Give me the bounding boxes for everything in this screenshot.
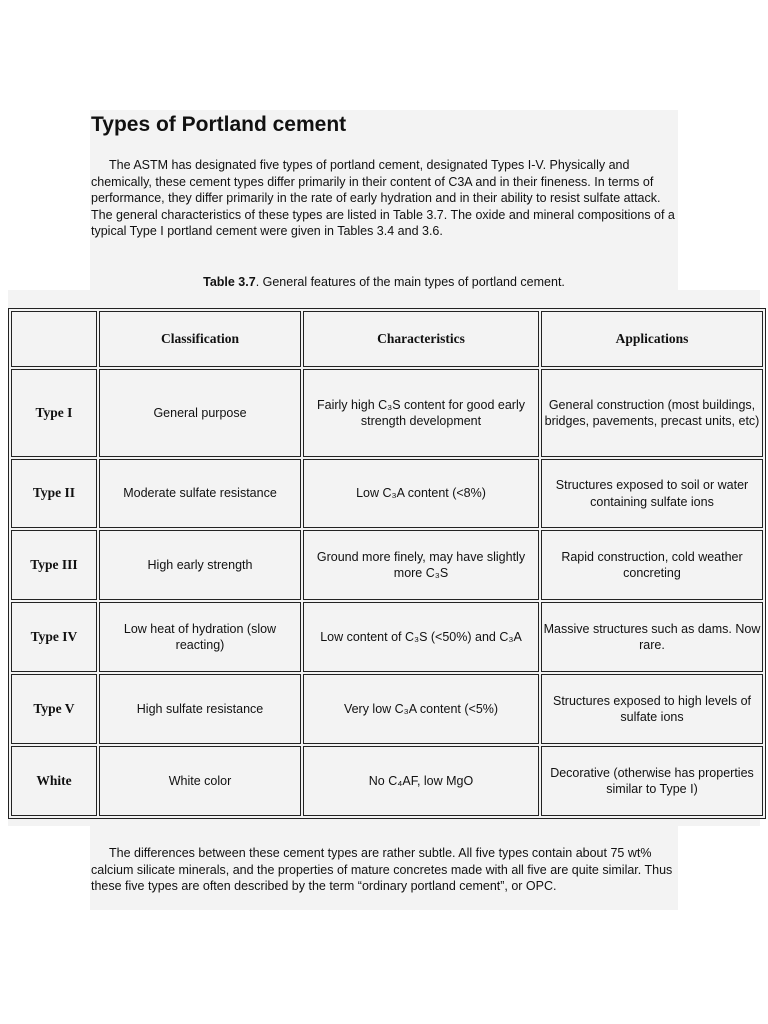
characteristics-cell: Very low C₃A content (<5%)	[303, 674, 539, 744]
cement-types-table	[8, 308, 766, 819]
applications-cell: Structures exposed to soil or water containing sulfate ions	[541, 459, 763, 528]
classification-cell: Low heat of hydration (slow reacting)	[99, 602, 301, 672]
characteristics-cell: Low C₃A content (<8%)	[303, 459, 539, 528]
type-cell: Type II	[11, 459, 97, 528]
characteristics-cell: No C₄AF, low MgO	[303, 746, 539, 816]
characteristics-cell: Ground more finely, may have slightly more C₃S	[303, 530, 539, 600]
classification-cell: Moderate sulfate resistance	[99, 459, 301, 528]
closing-paragraph: The differences between these cement types are rather subtle. All five types contain about 75 wt% calcium silicate minerals, and the properties of mature concretes made with all five are quite similar. Thus these five types are often described by the term “ordinary portland cement”, or OPC.	[91, 846, 673, 894]
applications-cell: Massive structures such as dams. Now rare.	[541, 602, 763, 672]
column-header-classification: Classification	[99, 311, 301, 367]
type-cell: Type V	[11, 674, 97, 744]
applications-cell: Structures exposed to high levels of sulfate ions	[541, 674, 763, 744]
table-caption-label: Table 3.7	[203, 275, 256, 289]
characteristics-cell: Low content of C₃S (<50%) and C₃A	[303, 602, 539, 672]
type-cell: Type IV	[11, 602, 97, 672]
classification-cell: High early strength	[99, 530, 301, 600]
applications-cell: Decorative (otherwise has properties similar to Type I)	[541, 746, 763, 816]
column-header-applications: Applications	[541, 311, 763, 367]
type-cell: White	[11, 746, 97, 816]
table-row	[11, 369, 763, 457]
table-container	[8, 290, 760, 826]
column-header-characteristics: Characteristics	[303, 311, 539, 367]
table-caption-text: . General features of the main types of portland cement.	[255, 275, 565, 289]
table-row	[11, 674, 763, 744]
classification-cell: White color	[99, 746, 301, 816]
table-header-row	[11, 311, 763, 367]
table-caption	[0, 274, 768, 290]
table-row	[11, 530, 763, 600]
table-row	[11, 602, 763, 672]
intro-paragraph: The ASTM has designated five types of portland cement, designated Types I-V. Physically and chemically, these cement types differ primarily in their content of C3A and in their fineness. In terms of performance, they differ primarily in the rate of early hydration and in their ability to resist sulfate attack. The general characteristics of these types are listed in Table 3.7. The oxide and mineral compositions of a typical Type I portland cement were given in Tables 3.4 and 3.6.	[91, 158, 675, 239]
classification-cell: High sulfate resistance	[99, 674, 301, 744]
type-cell: Type I	[11, 369, 97, 457]
applications-cell: Rapid construction, cold weather concreting	[541, 530, 763, 600]
characteristics-cell: Fairly high C₃S content for good early strength development	[303, 369, 539, 457]
table-row	[11, 746, 763, 816]
table-row	[11, 459, 763, 528]
applications-cell: General construction (most buildings, bridges, pavements, precast units, etc)	[541, 369, 763, 457]
classification-cell: General purpose	[99, 369, 301, 457]
page-title: Types of Portland cement	[91, 113, 347, 136]
column-header-type	[11, 311, 97, 367]
type-cell: Type III	[11, 530, 97, 600]
